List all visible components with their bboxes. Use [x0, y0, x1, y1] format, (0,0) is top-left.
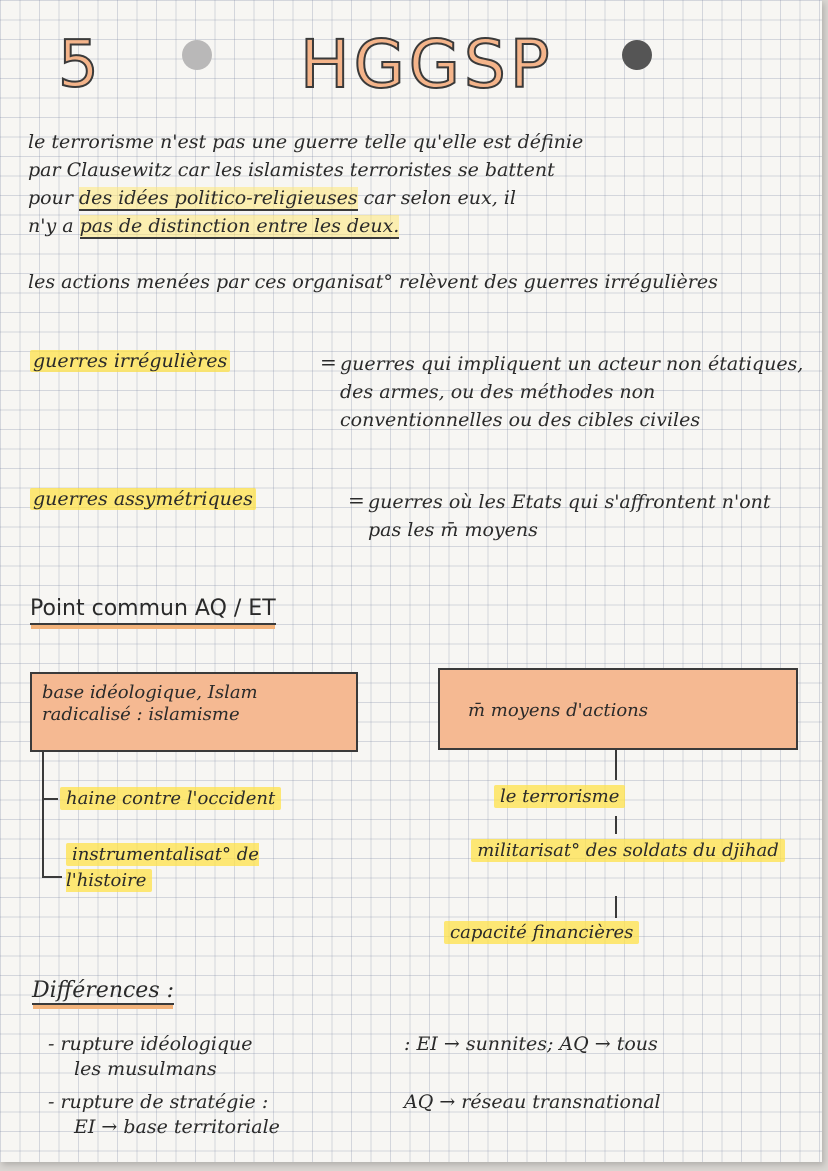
intro-line-4: [28, 212, 808, 240]
tree-connector: [42, 876, 62, 878]
intro-line-1: le terrorisme n'est pas une guerre telle qu'elle est définie: [28, 131, 584, 153]
equals-sign: =: [348, 488, 365, 512]
term-highlight: guerres assymétriques: [30, 488, 256, 510]
differences-heading: Différences :: [32, 978, 175, 1003]
grey-dot-decoration: [182, 40, 212, 70]
intro-text: pour: [28, 187, 79, 209]
right-branch-item: [494, 784, 625, 810]
item-highlight: militarisat° des soldats du djihad: [471, 839, 785, 862]
intro-text: n'y a: [28, 215, 80, 237]
left-branch-item: [60, 786, 281, 812]
difference-label: - rupture de stratégie :: [48, 1091, 269, 1113]
chapter-number: 5: [58, 28, 101, 102]
intro-line-2: par Clausewitz car les islamistes terroristes se battent: [28, 159, 555, 181]
tree-connector: [615, 896, 617, 918]
item-highlight: instrumentalisat° de l'histoire: [66, 844, 259, 891]
intro-text: car selon eux, il: [357, 187, 516, 209]
ideological-base-box: base idéologique, Islam radicalisé : islamisme: [30, 672, 358, 752]
tree-connector: [615, 750, 617, 780]
equals-sign: =: [320, 350, 337, 374]
tree-connector: [42, 752, 44, 878]
definition-term-irregular-wars: [30, 350, 230, 372]
right-branch-item: [444, 920, 639, 946]
tree-connector: [615, 816, 617, 834]
difference-continuation: les musulmans: [74, 1058, 217, 1080]
left-branch-item: [66, 842, 336, 894]
dark-dot-decoration: [622, 40, 652, 70]
intro-line-3: [28, 184, 808, 212]
difference-continuation: EI → base territoriale: [74, 1116, 280, 1138]
same-means-box: m̄ moyens d'actions: [438, 668, 798, 750]
difference-item: [48, 1032, 808, 1082]
definition-term-asymmetric-wars: [30, 488, 256, 510]
right-branch-item: [440, 838, 816, 864]
difference-detail: AQ → réseau transnational: [404, 1091, 661, 1113]
common-points-heading: Point commun AQ / ET: [30, 596, 276, 625]
tree-connector: [42, 798, 58, 800]
difference-item: [48, 1090, 808, 1140]
item-highlight: capacité financières: [444, 921, 639, 944]
item-highlight: le terrorisme: [494, 785, 625, 808]
intro-paragraph: [28, 128, 808, 240]
difference-detail: : EI → sunnites; AQ → tous: [404, 1033, 658, 1055]
page-title: HGGSP: [300, 26, 554, 103]
definition-text-irregular-wars: guerres qui impliquent un acteur non étatiques, des armes, ou des méthodes non conventionnelles ou des cibles civiles: [340, 353, 804, 431]
difference-label: - rupture idéologique: [48, 1033, 253, 1055]
highlight-political-religious-ideas: des idées politico-religieuses: [78, 187, 358, 209]
highlight-no-distinction: pas de distinction entre les deux.: [79, 215, 400, 237]
actions-paragraph: les actions menées par ces organisat° relèvent des guerres irrégulières: [28, 271, 718, 293]
term-highlight: guerres irrégulières: [30, 350, 230, 372]
definition-text-asymmetric-wars: guerres où les Etats qui s'affrontent n'ont pas les m̄ moyens: [368, 491, 771, 541]
item-highlight: haine contre l'occident: [60, 787, 281, 810]
